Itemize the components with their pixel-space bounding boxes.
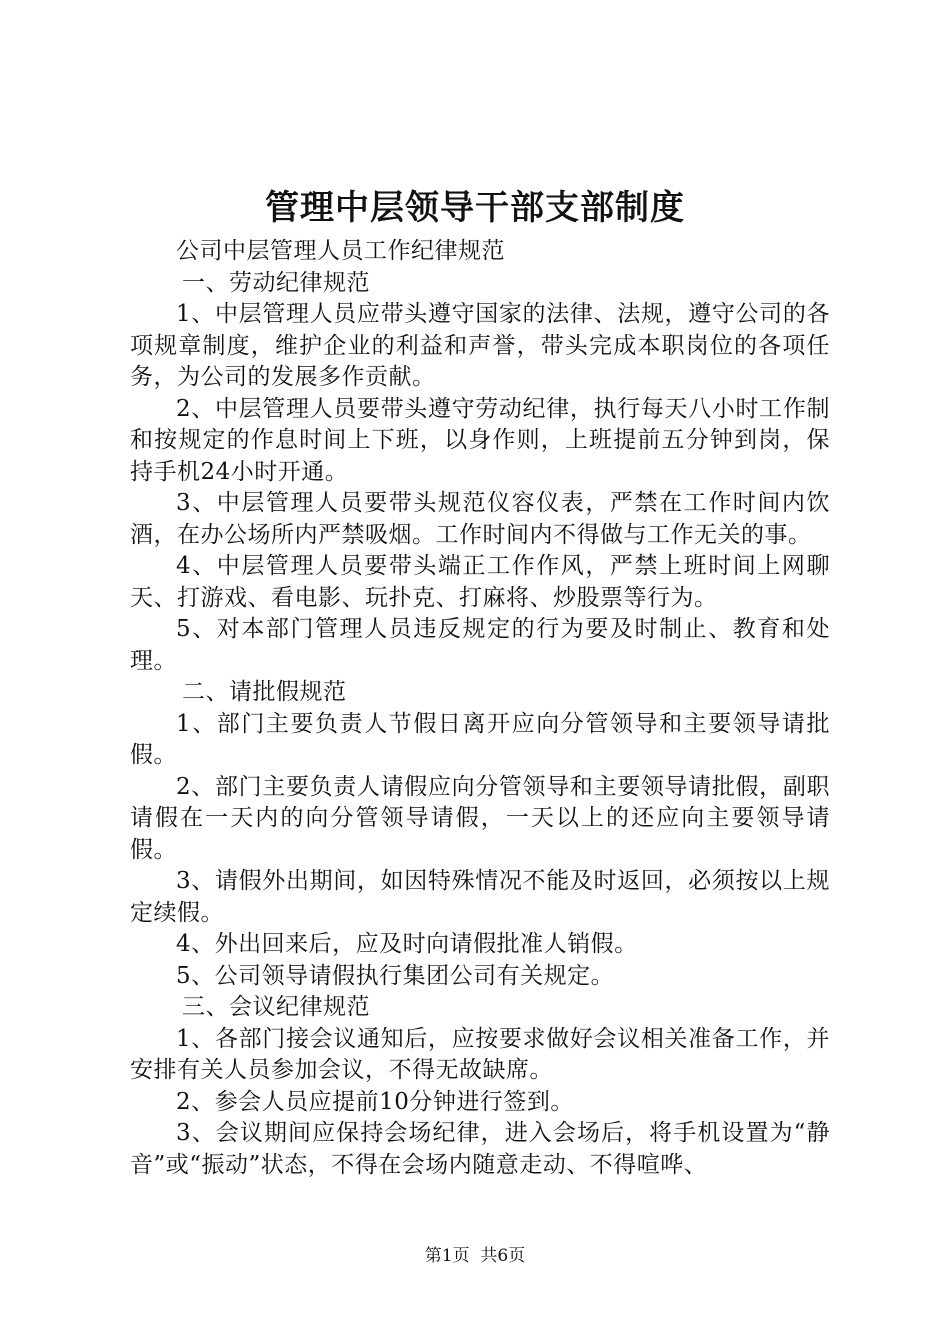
paragraph: 1、中层管理人员应带头遵守国家的法律、法规，遵守公司的各项规章制度，维护企业的利益和声誉，带头完成本职岗位的各项任务，为公司的发展多作贡献。 <box>130 301 830 390</box>
paragraph: 5、对本部门管理人员违反规定的行为要及时制止、教育和处理。 <box>130 616 830 674</box>
paragraph: 3、中层管理人员要带头规范仪容仪表，严禁在工作时间内饮酒，在办公场所内严禁吸烟。工作时间内不得做与工作无关的事。 <box>130 490 830 548</box>
paragraph: 3、会议期间应保持会场纪律，进入会场后，将手机设置为“静音”或“振动”状态，不得在会场内随意走动、不得喧哗、 <box>130 1120 830 1178</box>
paragraph: 2、参会人员应提前10分钟进行签到。 <box>176 1088 574 1115</box>
paragraph: 2、中层管理人员要带头遵守劳动纪律，执行每天八小时工作制和按规定的作息时间上下班，以身作则，上班提前五分钟到岗，保持手机24小时开通。 <box>130 395 830 485</box>
document-body <box>130 236 830 1181</box>
page-footer <box>0 1245 950 1267</box>
page-number: 第1页 共6页 <box>424 1246 526 1266</box>
section-heading-labor: 一、劳动纪律规范 <box>182 269 370 296</box>
paragraph: 2、部门主要负责人请假应向分管领导和主要领导请批假，副职请假在一天内的向分管领导请假，一天以上的还应向主要领导请假。 <box>130 773 830 863</box>
section-subtitle: 公司中层管理人员工作纪律规范 <box>176 238 505 264</box>
paragraph: 4、中层管理人员要带头端正工作作风，严禁上班时间上网聊天、打游戏、看电影、玩扑克、打麻将、炒股票等行为。 <box>130 553 830 611</box>
paragraph: 4、外出回来后，应及时向请假批准人销假。 <box>176 931 638 957</box>
document-title: 管理中层领导干部支部制度 <box>265 188 685 228</box>
section-heading-leave: 二、请批假规范 <box>182 679 347 705</box>
paragraph: 3、请假外出期间，如因特殊情况不能及时返回，必须按以上规定续假。 <box>130 868 830 926</box>
section-heading-meeting: 三、会议纪律规范 <box>182 994 370 1020</box>
paragraph: 5、公司领导请假执行集团公司有关规定。 <box>176 962 615 989</box>
paragraph: 1、各部门接会议通知后，应按要求做好会议相关准备工作，并安排有关人员参加会议，不得无故缺席。 <box>130 1025 830 1083</box>
paragraph: 1、部门主要负责人节假日离开应向分管领导和主要领导请批假。 <box>130 710 830 768</box>
